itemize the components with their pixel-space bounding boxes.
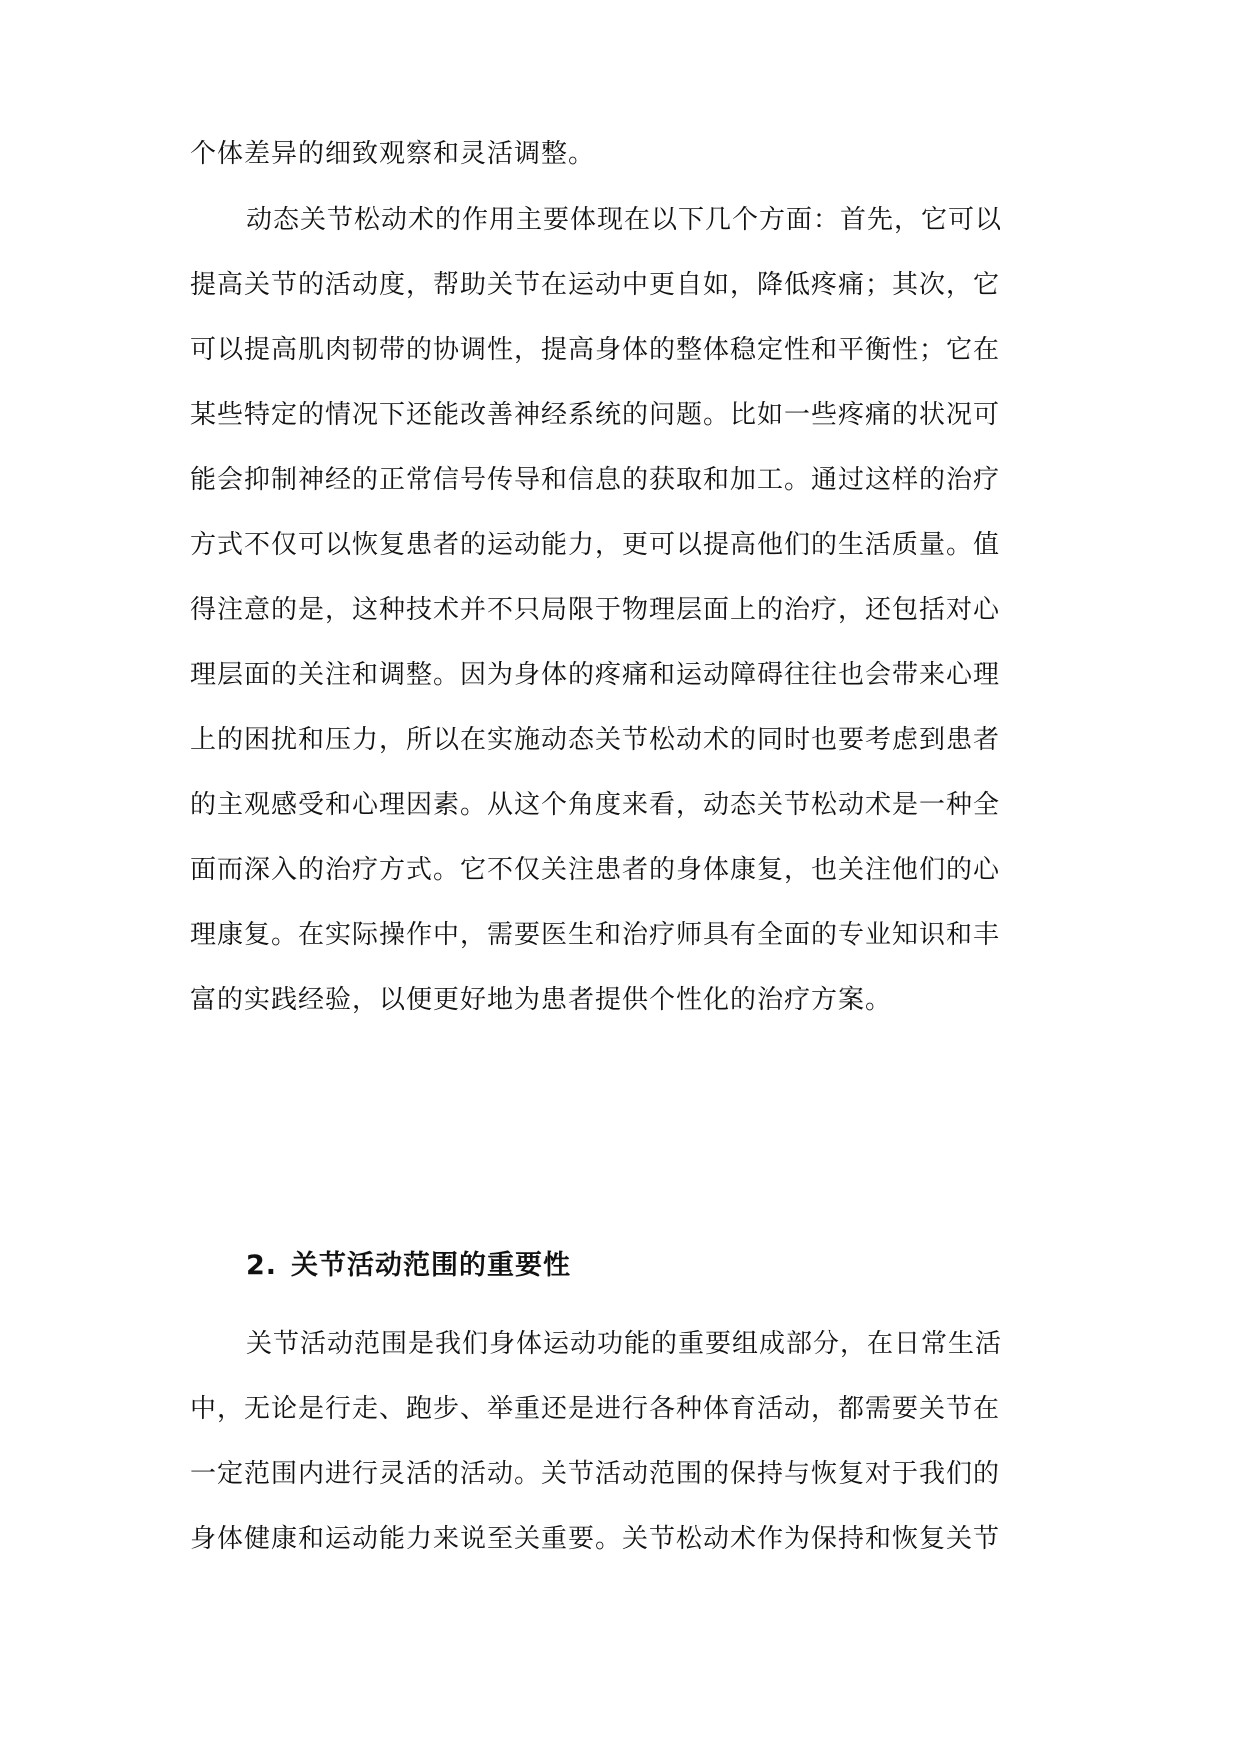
section-heading [246, 1246, 571, 1286]
text-line: 富的实践经验，以便更好地为患者提供个性化的治疗方案。 [190, 985, 893, 1015]
text-line: 某些特定的情况下还能改善神经系统的问题。比如一些疼痛的状况可 [190, 400, 1001, 430]
text-line: 方式不仅可以恢复患者的运动能力，更可以提高他们的生活质量。值 [190, 530, 1001, 560]
text-line: 提高关节的活动度，帮助关节在运动中更自如，降低疼痛；其次，它 [190, 270, 1001, 300]
lead-line [190, 122, 1054, 187]
text-line: 面而深入的治疗方式。它不仅关注患者的身体康复，也关注他们的心 [190, 855, 1001, 885]
paragraph-range-of-motion [190, 1312, 1054, 1572]
text-line: 可以提高肌肉韧带的协调性，提高身体的整体稳定性和平衡性；它在 [190, 335, 1001, 365]
text-line: 能会抑制神经的正常信号传导和信息的获取和加工。通过这样的治疗 [190, 465, 1001, 495]
text-line: 一定范围内进行灵活的活动。关节活动范围的保持与恢复对于我们的 [190, 1459, 1001, 1489]
paragraph-joint-mobilization-effects [190, 188, 1054, 1033]
text-line: 的主观感受和心理因素。从这个角度来看，动态关节松动术是一种全 [190, 790, 1001, 820]
text-line: 理层面的关注和调整。因为身体的疼痛和运动障碍往往也会带来心理 [190, 660, 1001, 690]
text-line: 关节活动范围是我们身体运动功能的重要组成部分，在日常生活 [246, 1329, 1003, 1359]
text-line: 上的困扰和压力，所以在实施动态关节松动术的同时也要考虑到患者 [190, 725, 1001, 755]
text-line: 得注意的是，这种技术并不只局限于物理层面上的治疗，还包括对心 [190, 595, 1001, 625]
text-line: 个体差异的细致观察和灵活调整。 [190, 139, 596, 169]
text-line: 动态关节松动术的作用主要体现在以下几个方面：首先，它可以 [246, 205, 1003, 235]
text-line: 身体健康和运动能力来说至关重要。关节松动术作为保持和恢复关节 [190, 1524, 1001, 1554]
section-number: 2. [246, 1250, 278, 1281]
section-title: 关节活动范围的重要性 [291, 1250, 572, 1281]
text-line: 理康复。在实际操作中，需要医生和治疗师具有全面的专业知识和丰 [190, 920, 1001, 950]
text-line: 中，无论是行走、跑步、举重还是进行各种体育活动，都需要关节在 [190, 1394, 1001, 1424]
